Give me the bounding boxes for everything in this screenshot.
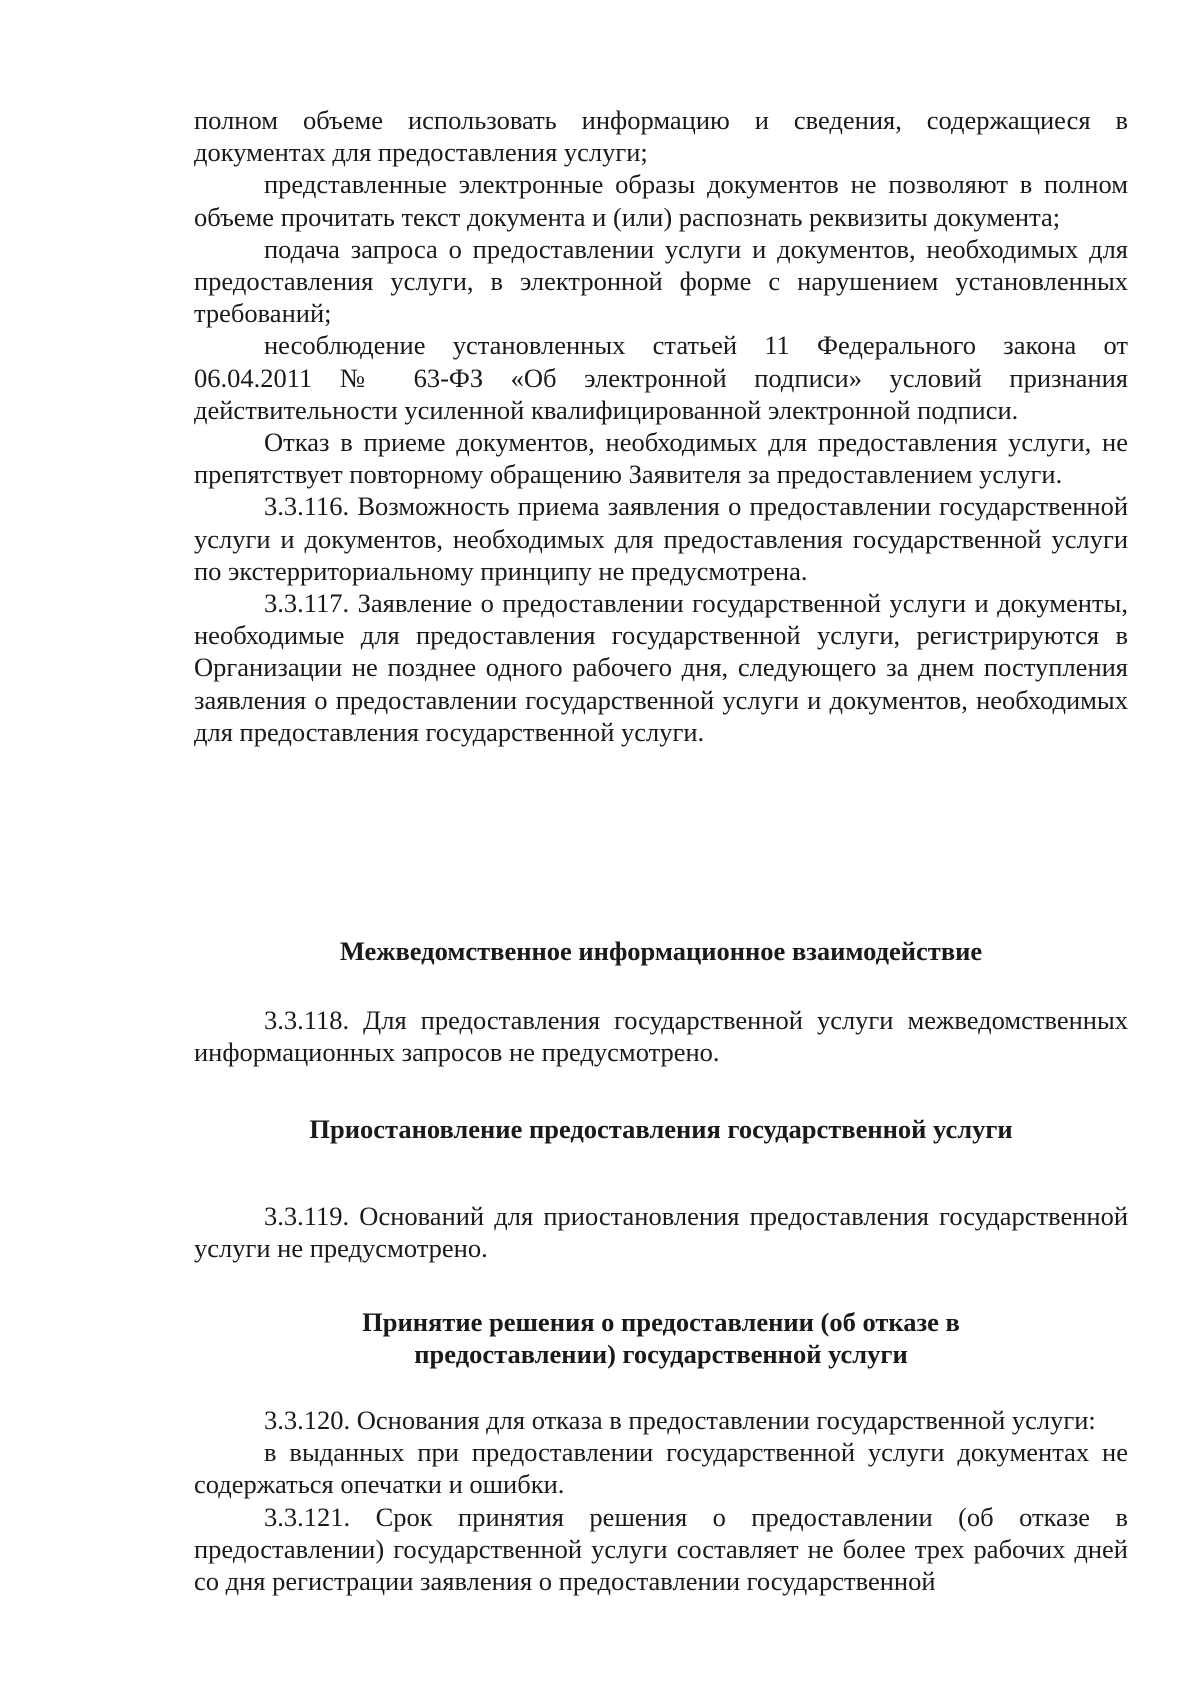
paragraph: подача запроса о предоставлении услуги и документов, необходимых для предоставления услуги, в электронной форме с нарушением установленных требований; [194,233,1128,329]
paragraph: 3.3.119. Оснований для приостановления предоставления государственной услуги не предусмотрено. [194,1201,1128,1264]
paragraph: несоблюдение установленных статьей 11 Федерального закона от 06.04.2011 № 63-ФЗ «Об электронной подписи» условий признания действительности усиленной квалифицированной электронной подписи. [194,330,1128,425]
paragraph: 3.3.120. Основания для отказа в предоставлении государственной услуги: [264,1405,1096,1435]
body-text-118 [194,1004,1128,1068]
paragraph: полном объеме использовать информацию и сведения, содержащиеся в документах для предоставления услуги; [194,105,1128,168]
paragraph: 3.3.117. Заявление о предоставлении государственной услуги и документы, необходимые для предоставления государственной услуги, регистрируются в Организации не позднее одного рабочего дня, следующего за днем поступления заявления о предоставлении государственной услуги и документов, необходимых для предоставления государственной услуги. [194,588,1128,747]
body-text-bottom [194,1404,1128,1597]
section-heading-interagency: Межведомственное информационное взаимодействие [339,936,983,966]
paragraph: 3.3.118. Для предоставления государственной услуги межведомственных информационных запросов не предусмотрено. [194,1005,1128,1068]
heading-line: предоставлении) государственной услуги [414,1339,908,1369]
paragraph: Отказ в приеме документов, необходимых для предоставления услуги, не препятствует повторному обращению Заявителя за предоставлением услуги. [194,427,1128,490]
paragraph: 3.3.116. Возможность приема заявления о предоставлении государственной услуги и документов, необходимых для предоставления государственной услуги по экстерриториальному принципу не предусмотрена. [194,491,1128,586]
heading-line: Принятие решения о предоставлении (об отказе в [362,1307,960,1337]
section-heading-suspension: Приостановление предоставления государственной услуги [309,1114,1013,1144]
paragraph: 3.3.121. Срок принятия решения о предоставлении (об отказе в предоставлении) государственной услуги составляет не более трех рабочих дней со дня регистрации заявления о предоставлении государственной [194,1501,1128,1597]
paragraph: в выданных при предоставлении государственной услуги документах не содержаться опечатки и ошибки. [194,1437,1128,1500]
section-heading-decision [194,1306,1128,1370]
paragraph: представленные электронные образы документов не позволяют в полном объеме прочитать текст документа и (или) распознать реквизиты документа; [194,169,1128,232]
body-text-119 [194,1200,1128,1264]
body-text-top [194,104,1128,748]
